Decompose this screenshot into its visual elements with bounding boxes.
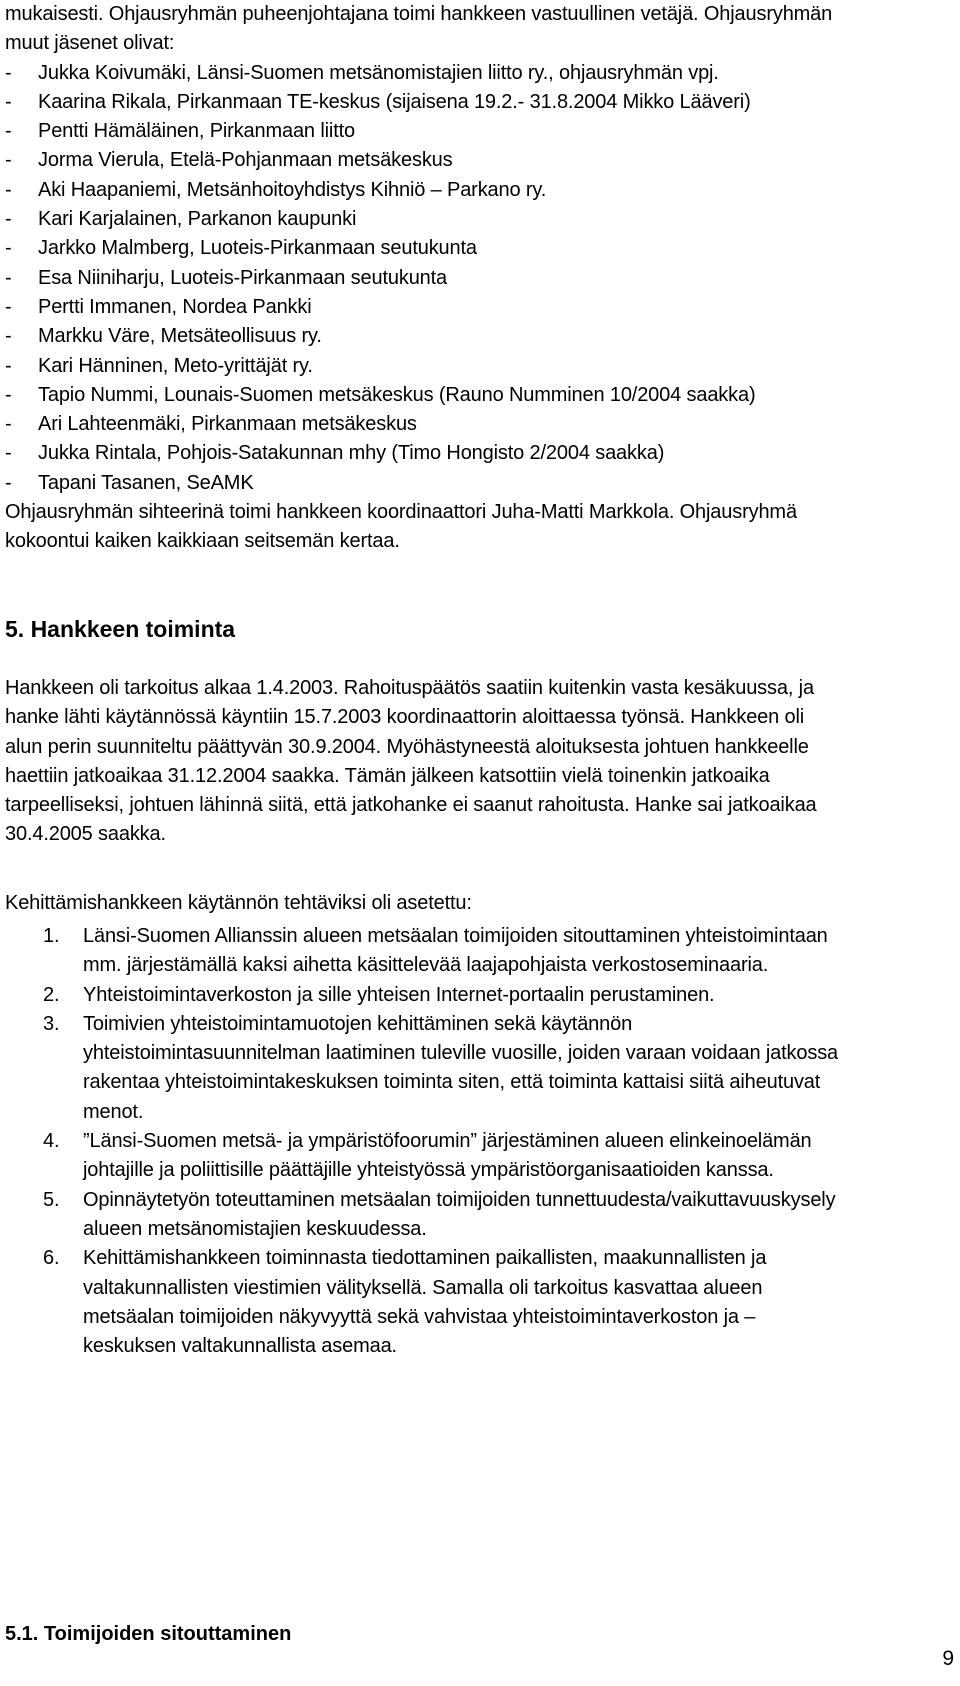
member-item bbox=[5, 469, 950, 498]
member-text: Jarkko Malmberg, Luoteis-Pirkanmaan seutukunta bbox=[38, 237, 477, 260]
paragraph-line: alun perin suunniteltu päättyvän 30.9.2004. Myöhästyneestä aloituksesta johtuen hankkeelle bbox=[5, 735, 809, 758]
member-item bbox=[5, 88, 950, 117]
task-list bbox=[5, 922, 950, 1361]
task-line: ”Länsi-Suomen metsä- ja ympäristöfoorumin” järjestäminen alueen elinkeinoelämän bbox=[83, 1130, 812, 1153]
dash-bullet: - bbox=[5, 61, 12, 84]
task-line: johtajille ja poliittisille päättäjille yhteistyössä ympäristöorganisaatioiden kanssa. bbox=[83, 1159, 774, 1182]
task-line: alueen metsänomistajien keskuudessa. bbox=[83, 1217, 427, 1240]
member-text: Markku Väre, Metsäteollisuus ry. bbox=[38, 325, 322, 348]
paragraph-line: tarpeelliseksi, johtuen lähinnä siitä, että jatkohanke ei saanut rahoitusta. Hanke sai jatkoaikaa bbox=[5, 794, 817, 817]
dash-bullet: - bbox=[5, 178, 12, 201]
dash-bullet: - bbox=[5, 325, 12, 348]
paragraph-line: haettiin jatkoaikaa 31.12.2004 saakka. Tämän jälkeen katsottiin vielä toinenkin jatkoaika bbox=[5, 764, 770, 787]
member-item bbox=[5, 439, 950, 468]
task-line: keskuksen valtakunnallista asemaa. bbox=[83, 1335, 397, 1358]
task-item bbox=[5, 1186, 950, 1245]
section-5-1-heading: 5.1. Toimijoiden sitouttaminen bbox=[5, 1623, 292, 1645]
task-line: Yhteistoimintaverkoston ja sille yhteisen Internet-portaalin perustaminen. bbox=[83, 983, 715, 1006]
task-line: metsäalan toimijoiden näkyvyyttä sekä vahvistaa yhteistoimintaverkoston ja – bbox=[83, 1305, 756, 1328]
dash-bullet: - bbox=[5, 90, 12, 113]
dash-bullet: - bbox=[5, 471, 12, 494]
dash-bullet: - bbox=[5, 413, 12, 436]
member-item bbox=[5, 205, 950, 234]
task-number: 2. bbox=[43, 983, 60, 1006]
task-number: 6. bbox=[43, 1247, 60, 1270]
task-item bbox=[5, 922, 950, 981]
section-5-paragraph bbox=[5, 674, 950, 850]
dash-bullet: - bbox=[5, 354, 12, 377]
member-item bbox=[5, 176, 950, 205]
intro-block bbox=[5, 0, 950, 557]
member-text: Aki Haapaniemi, Metsänhoitoyhdistys Kihniö – Parkano ry. bbox=[38, 178, 547, 201]
intro-line: muut jäsenet olivat: bbox=[5, 32, 175, 55]
member-item bbox=[5, 234, 950, 263]
member-item bbox=[5, 264, 950, 293]
task-number: 1. bbox=[43, 925, 60, 947]
secretary-line: kokoontui kaiken kaikkiaan seitsemän kertaa. bbox=[5, 530, 400, 553]
dash-bullet: - bbox=[5, 266, 12, 289]
dash-bullet: - bbox=[5, 237, 12, 260]
task-item bbox=[5, 1244, 950, 1361]
dash-bullet: - bbox=[5, 149, 12, 172]
task-line: Opinnäytetyön toteuttaminen metsäalan toimijoiden tunnettuudesta/vaikuttavuuskysely bbox=[83, 1188, 836, 1211]
member-text: Kari Hänninen, Meto-yrittäjät ry. bbox=[38, 354, 313, 377]
member-text: Pentti Hämäläinen, Pirkanmaan liitto bbox=[38, 120, 355, 143]
task-line: menot. bbox=[83, 1100, 144, 1123]
member-text: Kaarina Rikala, Pirkanmaan TE-keskus (sijaisena 19.2.- 31.8.2004 Mikko Lääveri) bbox=[38, 90, 751, 113]
task-item bbox=[5, 1127, 950, 1186]
member-item bbox=[5, 117, 950, 146]
secretary-line: Ohjausryhmän sihteerinä toimi hankkeen koordinaattori Juha-Matti Markkola. Ohjausryhmä bbox=[5, 501, 797, 524]
task-line: rakentaa yhteistoimintakeskuksen toiminta siten, että toiminta kattaisi siitä aiheutuvat bbox=[83, 1071, 821, 1094]
dash-bullet: - bbox=[5, 120, 12, 143]
tasks-intro-line: Kehittämishankkeen käytännön tehtäviksi oli asetettu: bbox=[5, 892, 472, 914]
dash-bullet: - bbox=[5, 383, 12, 406]
member-text: Esa Niiniharju, Luoteis-Pirkanmaan seutukunta bbox=[38, 266, 448, 289]
dash-bullet: - bbox=[5, 295, 12, 318]
member-text: Ari Lahteenmäki, Pirkanmaan metsäkeskus bbox=[38, 413, 417, 436]
task-item bbox=[5, 1010, 950, 1127]
member-text: Jukka Koivumäki, Länsi-Suomen metsänomistajien liitto ry., ohjausryhmän vpj. bbox=[38, 61, 719, 84]
tasks-intro bbox=[5, 889, 950, 918]
dash-bullet: - bbox=[5, 208, 12, 231]
task-line: Kehittämishankkeen toiminnasta tiedottaminen paikallisten, maakunnallisten ja bbox=[83, 1247, 767, 1270]
member-item bbox=[5, 59, 950, 88]
member-text: Jorma Vierula, Etelä-Pohjanmaan metsäkeskus bbox=[38, 149, 453, 172]
task-line: valtakunnallisten viestimien välityksellä. Samalla oli tarkoitus kasvattaa alueen bbox=[83, 1276, 763, 1299]
task-item bbox=[5, 981, 950, 1010]
paragraph-line: 30.4.2005 saakka. bbox=[5, 823, 166, 846]
dash-bullet: - bbox=[5, 442, 12, 465]
task-number: 4. bbox=[43, 1130, 60, 1153]
task-line: mm. järjestämällä kaksi aihetta käsittelevää laajapohjaista verkostoseminaaria. bbox=[83, 954, 769, 977]
member-item bbox=[5, 146, 950, 175]
task-line: yhteistoimintasuunnitelman laatiminen tuleville vuosille, joiden varaan voidaan jatkossa bbox=[83, 1042, 839, 1065]
member-item bbox=[5, 352, 950, 381]
task-line: Toimivien yhteistoimintamuotojen kehittäminen sekä käytännön bbox=[83, 1012, 633, 1035]
member-text: Jukka Rintala, Pohjois-Satakunnan mhy (Timo Hongisto 2/2004 saakka) bbox=[38, 442, 665, 465]
intro-line: mukaisesti. Ohjausryhmän puheenjohtajana toimi hankkeen vastuullinen vetäjä. Ohjausryhmän bbox=[5, 3, 833, 25]
member-item bbox=[5, 322, 950, 351]
member-text: Tapio Nummi, Lounais-Suomen metsäkeskus (Rauno Numminen 10/2004 saakka) bbox=[38, 383, 756, 406]
section-5-heading: 5. Hankkeen toiminta bbox=[5, 616, 236, 642]
task-number: 5. bbox=[43, 1188, 60, 1211]
member-text: Tapani Tasanen, SeAMK bbox=[38, 471, 254, 494]
paragraph-line: Hankkeen oli tarkoitus alkaa 1.4.2003. Rahoituspäätös saatiin kuitenkin vasta kesäkuussa, ja bbox=[5, 677, 814, 699]
paragraph-line: hanke lähti käytännössä käyntiin 15.7.2003 koordinaattorin aloittaessa työnsä. Hankkeen oli bbox=[5, 706, 805, 729]
member-item bbox=[5, 410, 950, 439]
member-text: Pertti Immanen, Nordea Pankki bbox=[38, 295, 312, 318]
task-line: Länsi-Suomen Allianssin alueen metsäalan toimijoiden sitouttaminen yhteistoimintaan bbox=[83, 925, 828, 947]
member-item bbox=[5, 381, 950, 410]
member-text: Kari Karjalainen, Parkanon kaupunki bbox=[38, 208, 357, 231]
task-number: 3. bbox=[43, 1012, 60, 1035]
page-number: 9 bbox=[942, 1647, 954, 1670]
member-item bbox=[5, 293, 950, 322]
